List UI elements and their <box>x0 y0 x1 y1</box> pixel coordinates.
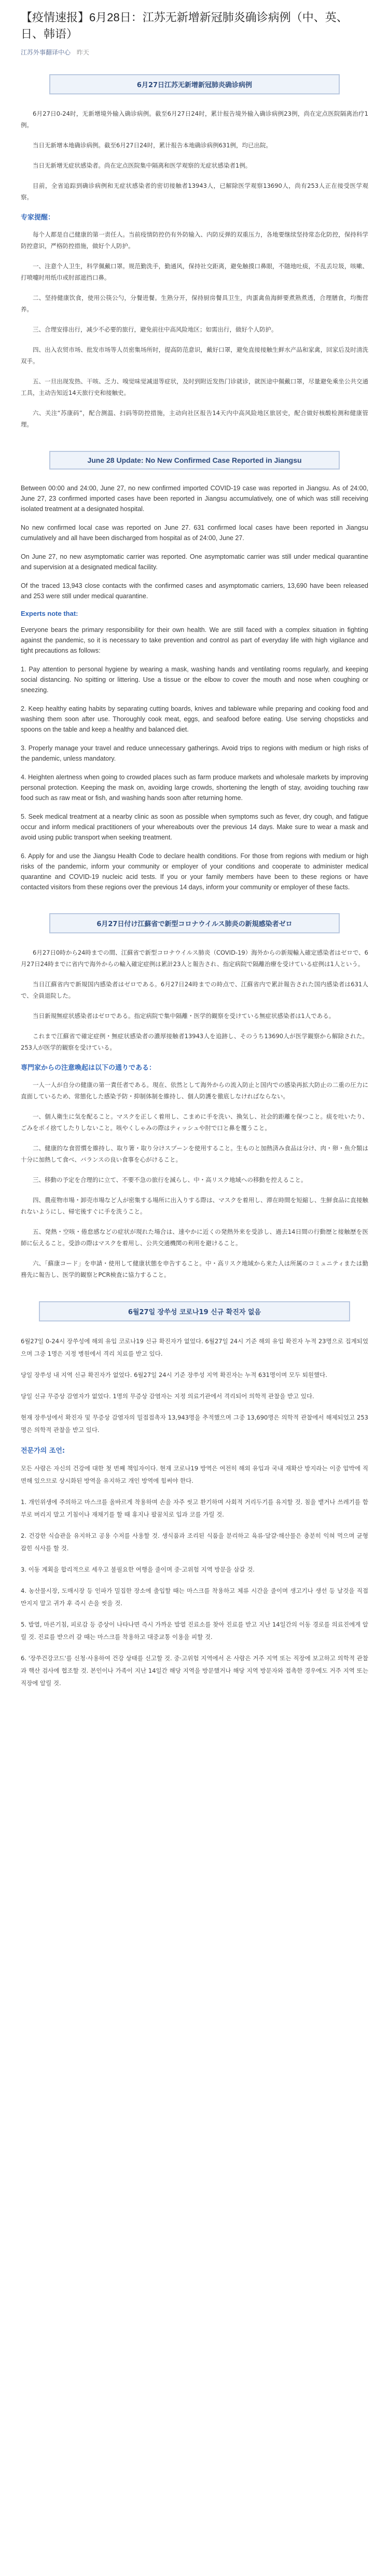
report-paragraph: On June 27, no new asymptomatic carrier was reported. One asymptomatic carrier was still under medical quarantine and supervision at a designated medical facility. <box>21 553 368 571</box>
report-paragraph: 6月27日0-24时，无新增境外输入确诊病例。截至6月27日24时，累计报告境外输入确诊病例23例，尚在定点医院隔离治疗1例。 <box>21 110 368 129</box>
tip-paragraph: 모든 사람은 자신의 건강에 대한 첫 번째 책임자이다. 현재 코로나19 방역은 여전히 해외 유입과 국내 재확산 방지라는 이중 압박에 직면해 있으므로 상시화된 방역을 유지하고 개인 방역에 힘써야 한다. <box>21 1465 368 1484</box>
tip-paragraph: 6. '장쑤건강코드'를 신청·사용하여 건강 상태를 신고할 것. 중·고위험 지역에서 온 사람은 거주 지역 또는 직장에 보고하고 의학적 관찰과 핵산 검사에 협조할 것. 본인이나 가족이 지난 14일간 해당 지역을 방문했거나 해당 지역 방문자와 접촉한 경우에도 거주 지역 또는 직장에 알릴 것. <box>21 1655 368 1687</box>
tip-paragraph: 5. 발열, 마른기침, 피로감 등 증상이 나타나면 즉시 가까운 발열 진료소를 찾아 진료를 받고 지난 14일간의 이동 경로를 의료진에게 알릴 것. 진료를 받으러 갈 때는 마스크를 착용하고 대중교통 이용을 피할 것. <box>21 1621 368 1641</box>
report-paragraph: No new confirmed local case was reported on June 27. 631 confirmed local cases have been reported in Jiangsu cumulatively and all have been discharged from hospital as of 24:00, June 27. <box>21 524 368 542</box>
tip-paragraph: 一、個人衛生に気を配ること。マスクを正しく着用し、こまめに手を洗い、換気し、社会的距離を保つこと。痰を吐いたり、ごみをポイ捨てしたりしないこと。咳やくしゃみの際はティッシュや肘で口と鼻を覆うこと。 <box>21 1113 368 1132</box>
tip-paragraph: 四、出入农贸市场、批发市场等人员密集场所时，提高防范意识，戴好口罩，避免直接接触生鲜水产品和家禽，回家后及时清洗双手。 <box>21 346 368 365</box>
tip-paragraph: 6. Apply for and use the Jiangsu Health Code to declare health conditions. For those from regions with medium or high risks of the pandemic, inform your community or employer of your conditions and cooperate to administer medical quarantine and COVID-19 nucleic acid tests. If you or your family members have been to these regions or have contacted visitors from these regions over the previous 14 days, inform your community or employer of these facts. <box>21 852 368 891</box>
tip-paragraph: 一、注意个人卫生，科学佩戴口罩。规范勤洗手，勤通风，保持社交距离，避免触摸口鼻眼，不随地吐痰，不乱丢垃圾，咳嗽、打喷嚏时用纸巾或肘部遮挡口鼻。 <box>21 263 368 281</box>
report-paragraph: Of the traced 13,943 close contacts with the confirmed cases and asymptomatic carriers, 13,690 have been released and 253 were still under medical quarantine. <box>21 582 368 600</box>
section-banner-japanese: 6月27日付け江蘇省で新型コロナウイルス肺炎の新規感染者ゼロ <box>49 913 340 933</box>
experts-heading-english: Experts note that: <box>21 610 78 617</box>
article-meta <box>21 48 368 57</box>
tip-paragraph: 五、一旦出现发热、干咳、乏力、嗅觉味觉减退等症状，及时到附近发热门诊就诊，就医途中佩戴口罩，尽量避免乘坐公共交通工具，主动告知近14天旅行史和接触史。 <box>21 378 368 396</box>
tip-paragraph: 六、「蘇康コード」を申請・使用して健康状態を申告すること。中・高リスク地域から来た人は所属のコミュニティまたは勤務先に報告し、医学的観察とPCR検査に協力すること。 <box>21 1260 368 1278</box>
report-paragraph: 当日无新增无症状感染者。尚在定点医院集中隔离和医学观察的无症状感染者1例。 <box>33 162 252 169</box>
section-chinese <box>21 74 368 430</box>
experts-heading-korean: 전문가의 조언: <box>21 1447 65 1455</box>
section-banner-korean: 6월27일 장쑤성 코로나19 신규 확진자 없음 <box>39 1301 350 1321</box>
tip-paragraph: 二、坚持健康饮食，使用公筷公勺，分餐进餐。生熟分开，保持厨房餐具卫生，肉蛋禽鱼海鲜要煮熟煮透，合理膳食，均衡营养。 <box>21 294 368 313</box>
tip-paragraph: 四、農産物市場・卸売市場など人が密集する場所に出入りする際は、マスクを着用し、滞在時間を短縮し、生鮮食品に直接触れないようにし、帰宅後すぐに手を洗うこと。 <box>21 1196 368 1215</box>
tip-paragraph: 五、発熱・空咳・倦怠感などの症状が現れた場合は、速やかに近くの発熱外来を受診し、過去14日間の行動歴と接触歴を医師に伝えること。受診の際はマスクを着用し、公共交通機関の利用を避けること。 <box>21 1228 368 1247</box>
report-paragraph: 현재 장쑤성에서 확진자 및 무증상 감염자의 밀접접촉자 13,943명을 추적했으며 그중 13,690명은 의학적 관찰에서 해제되었고 253명은 의학적 관찰을 받고 있다. <box>21 1414 368 1434</box>
tip-paragraph: 1. Pay attention to personal hygiene by wearing a mask, washing hands and ventilating rooms regularly, and keeping social distancing. No spitting or littering. Use a tissue or the elbow to cover the mouth and nose when coughing or sneezing. <box>21 666 368 694</box>
tip-paragraph: 4. Heighten alertness when going to crowded places such as farm produce markets and wholesale markets by improving personal protection. Keeping the mask on, avoiding large crowds, shortening the length of stay, avoiding touching raw food such as raw meat or fish, and washing hands soon after returning home. <box>21 774 368 802</box>
section-banner-chinese: 6月27日江苏无新增新冠肺炎确诊病例 <box>49 74 340 94</box>
tip-paragraph: 3. Properly manage your travel and reduce unnecessary gatherings. Avoid trips to regions with medium or high risks of the pandemic, unless mandatory. <box>21 745 368 762</box>
tip-paragraph: Everyone bears the primary responsibility for their own health. We are still faced with a complex situation in fighting against the pandemic, so it is necessary to take prevention and control as part of everyday life with high vigilance and tight precautions as follows: <box>21 626 368 654</box>
section-banner-english: June 28 Update: No New Confirmed Case Reported in Jiangsu <box>49 451 340 470</box>
tip-paragraph: 三、合理安排出行，减少不必要的旅行，避免前往中高风险地区；如需出行，做好个人防护。 <box>33 326 277 333</box>
report-paragraph: 当日江蘇省内で新規国内感染者はゼロである。6月27日24時までの時点で、江蘇省内で累計報告された国内感染者は631人で、全員退院した。 <box>21 981 368 999</box>
section-japanese <box>21 913 368 1280</box>
report-paragraph: Between 00:00 and 24:00, June 27, no new confirmed imported COVID-19 case was reported in Jiangsu. As of 24:00, June 27, 23 confirmed imported cases have been reported in Jiangsu accumulatively, one of which was still receiving isolated treatment at a designated hospital. <box>21 485 368 513</box>
section-korean <box>21 1301 368 1689</box>
tip-paragraph: 2. Keep healthy eating habits by separating cutting boards, knives and tableware while preparing and cooking food and washing them soon after use. Thoroughly cook meat, eggs, and seafood before eating. Use serving chopsticks and spoons on the table and keep a healthy and balanced diet. <box>21 705 368 733</box>
report-paragraph: 당일 장쑤성 내 지역 신규 확진자가 없었다. 6월27일 24시 기준 장쑤성 지역 확진자는 누적 631명이며 모두 퇴원했다. <box>21 1371 327 1379</box>
tip-paragraph: 六、关注“苏康码”，配合测温、扫码等防控措施，主动向社区报告14天内中高风险地区旅居史，配合做好核酸检测和健康管理。 <box>21 409 368 428</box>
section-english <box>21 451 368 892</box>
tip-paragraph: 二、健康的な食習慣を維持し、取り箸・取り分けスプーンを使用すること。生ものと加熱済み食品は分け、肉・卵・魚介類は十分に加熱して食べ、バランスの良い食事を心がけること。 <box>21 1145 368 1163</box>
tip-paragraph: 三、移動の予定を合理的に立て、不要不急の旅行を減らし、中・高リスク地域への移動を控えること。 <box>33 1176 307 1183</box>
tip-paragraph: 3. 이동 계획을 합리적으로 세우고 불필요한 여행을 줄이며 중·고위험 지역 방문을 삼갈 것. <box>21 1566 255 1573</box>
experts-heading-japanese: 専門家からの注意喚起は以下の通りである： <box>21 1064 156 1072</box>
tip-paragraph: 4. 농산물시장, 도매시장 등 인파가 밀집한 장소에 출입할 때는 마스크를 착용하고 체류 시간을 줄이며 생고기나 생선 등 날것을 직접 만지지 말고 귀가 후 즉시 손을 씻을 것. <box>21 1587 368 1607</box>
report-paragraph: 당일 신규 무증상 감염자가 없었다. 1명의 무증상 감염자는 지정 의료기관에서 격리되어 의학적 관찰을 받고 있다. <box>21 1393 314 1400</box>
report-paragraph: 当日新規無症状感染者はゼロである。指定病院で集中隔離・医学的観察を受けている無症状感染者は1人である。 <box>33 1012 335 1020</box>
tip-paragraph: 每个人都是自己健康的第一责任人。当前疫情防控仍有外防输入、内防反弹的双重压力，各地要继续坚持常态化防控，保持科学防控意识，严格防控措施，做好个人防护。 <box>21 231 368 250</box>
report-paragraph: 目前，全省追踪到确诊病例和无症状感染者的密切接触者13943人，已解除医学观察13690人，尚有253人正在接受医学观察。 <box>21 182 368 201</box>
tip-paragraph: 2. 건강한 식습관을 유지하고 공용 수저를 사용할 것. 생식품과 조리된 식품을 분리하고 육류·달걀·해산물은 충분히 익혀 먹으며 균형 잡힌 식사를 할 것. <box>21 1532 368 1552</box>
article-title: 【疫情速报】6月28日：江苏无新增新冠肺炎确诊病例（中、英、日、韩语） <box>21 11 348 40</box>
experts-heading-chinese: 专家提醒： <box>21 214 55 222</box>
tip-paragraph: 5. Seek medical treatment at a nearby clinic as soon as possible when symptoms such as fever, dry cough, and fatigue occur and inform medical practitioners of your whereabouts over the previous 14 days. Make sure to wear a mask and avoid using public transport when seeking treatment. <box>21 813 368 841</box>
report-paragraph: これまで江蘇省で確定症例・無症状感染者の濃厚接触者13943人を追跡し、そのうち13690人が医学観察から解除された。253人が医学的観察を受けている。 <box>21 1032 368 1051</box>
report-paragraph: 6월27일 0-24시 장쑤성에 해외 유입 코로나19 신규 확진자가 없었다. 6월27일 24시 기준 해외 유입 확진자 누적 23명으로 집계되었으며 그중 1명은 지정 병원에서 격리 치료를 받고 있다. <box>21 1338 368 1357</box>
tip-paragraph: 1. 개인위생에 주의하고 마스크를 올바르게 착용하며 손을 자주 씻고 환기하며 사회적 거리두기를 유지할 것. 침을 뱉거나 쓰레기를 함부로 버리지 말고 기침이나 재채기를 할 때 휴지나 팔꿈치로 입과 코를 가릴 것. <box>21 1498 368 1518</box>
tip-paragraph: 一人一人が自分の健康の第一責任者である。現在、依然として海外からの流入防止と国内での感染再拡大防止の二重の圧力に直面しているため、常態化した感染予防・抑制体制を維持し、個人防護を徹底しなければならない。 <box>21 1081 368 1100</box>
report-paragraph: 当日无新增本地确诊病例。截至6月27日24时，累计报告本地确诊病例631例，均已出院。 <box>33 142 272 149</box>
report-paragraph: 6月27日0時から24時までの間、江蘇省で新型コロナウイルス肺炎（COVID-19）海外からの新規輸入確定感染者はゼロで、6月27日24時までに省内で海外からの輸入確定症例は累計23人と報告され、指定病院で隔離治療を受けている症例は1人という。 <box>21 949 368 968</box>
account-name-link[interactable]: 江苏外事翻译中心 <box>21 49 71 56</box>
publish-date: 昨天 <box>76 49 89 56</box>
